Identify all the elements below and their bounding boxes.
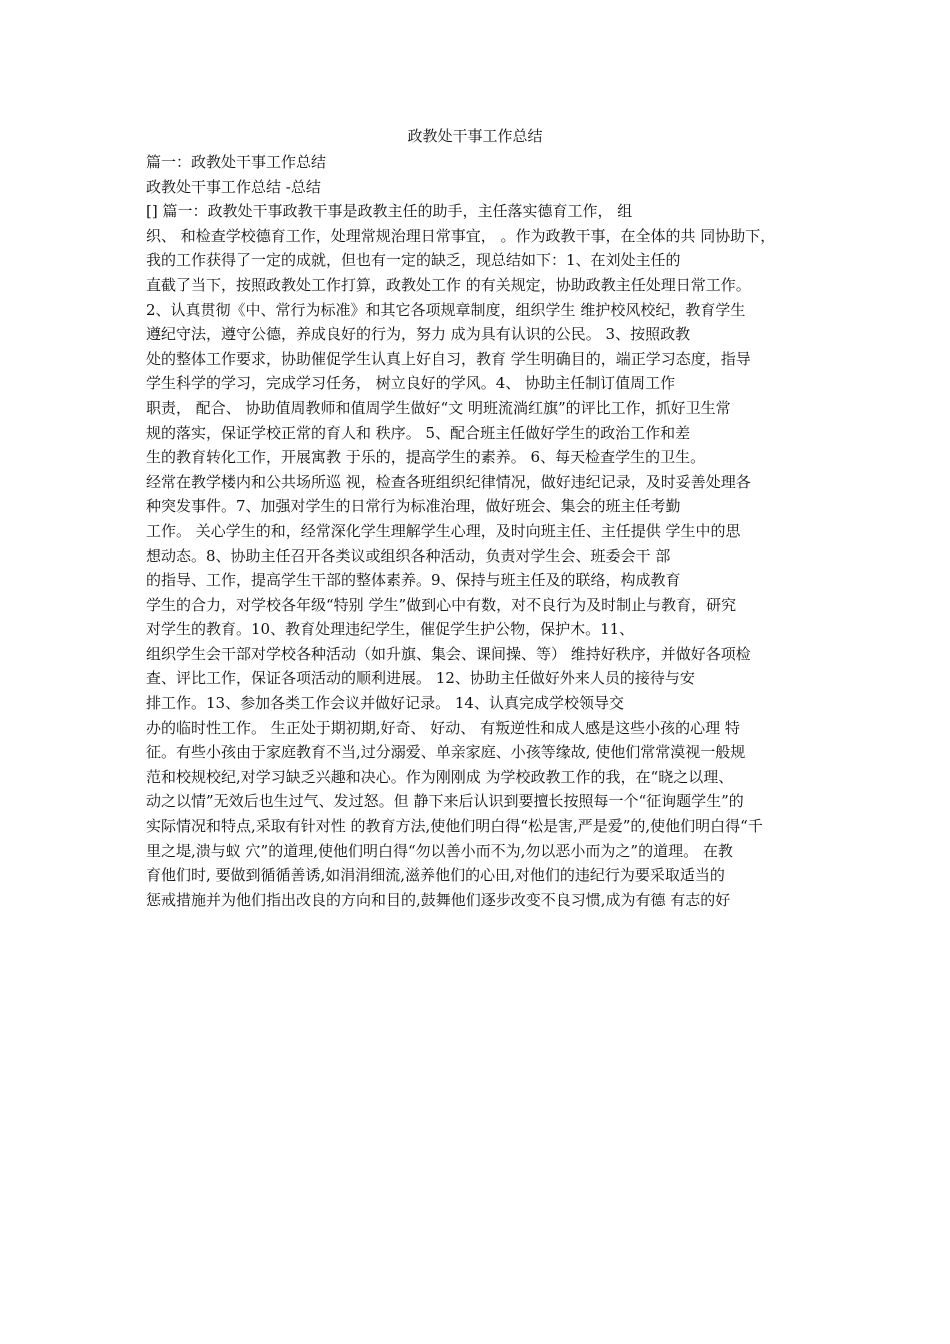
document-line: 2、认真贯彻《中、常行为标准》和其它各项规章制度，组织学生 维护校风校纪，教育学生 — [146, 300, 746, 319]
document-line: 育他们时, 要做到循循善诱,如涓涓细流,滋养他们的心田,对他们的违纪行为要采取适当的 — [146, 866, 725, 885]
document-line: 组织学生会干部对学校各种活动（如升旗、集会、课间操、等） 维持好秩序，并做好各项检 — [146, 644, 751, 663]
document-line: 学生的合力，对学校各年级“特别 学生”做到心中有数，对不良行为及时制止与教育，研究 — [146, 595, 737, 614]
document-line: [] 篇一：政教处干事政教干事是政教主任的助手，主任落实德育工作， 组 — [146, 202, 633, 221]
document-line: 我的工作获得了一定的成就，但也有一定的缺乏，现总结如下：1、在刘处主任的 — [146, 251, 681, 270]
document-line: 范和校规校纪,对学习缺乏兴趣和决心。作为刚刚成 为学校政教工作的我，在“晓之以理、 — [146, 767, 734, 786]
document-line: 惩戒措施并为他们指出改良的方向和目的,鼓舞他们逐步改变不良习惯,成为有德 有志的好 — [146, 890, 731, 909]
document-line: 对学生的教育。10、教育处理违纪学生，催促学生护公物，保护木。11、 — [146, 620, 635, 639]
document-line: 实际情况和特点,采取有针对性 的教育方法,使他们明白得“松是害,严是爱”的,使他们明白得“千 — [146, 817, 763, 836]
document-title: 政教处干事工作总结 — [407, 127, 543, 145]
document-line: 里之堤,溃与蚁 穴”的道理,使他们明白得“勿以善小而不为,勿以恶小而为之”的道理。 在教 — [146, 841, 733, 860]
document-line: 篇一：政教处干事工作总结 — [146, 153, 327, 171]
document-line: 想动态。8、协助主任召开各类议或组织各种活动，负责对学生会、班委会干 部 — [146, 546, 671, 565]
document-body — [146, 150, 826, 912]
document-line: 的指导、工作，提高学生干部的整体素养。9、保持与班主任及的联络，构成教育 — [146, 571, 681, 590]
document-line: 处的整体工作要求，协助催促学生认真上好自习，教育 学生明确目的，端正学习态度，指导 — [146, 349, 751, 368]
document-line: 政教处干事工作总结 -总结 — [146, 177, 321, 196]
document-line: 排工作。13、参加各类工作会议并做好记录。 14、认真完成学校领导交 — [146, 694, 624, 713]
document-line: 织、 和检查学校德育工作，处理常规治理日常事宜， 。作为政教干事，在全体的共 同协助下， — [146, 226, 776, 245]
document-line: 经常在教学楼内和公共场所巡 视，检查各班组织纪律情况，做好违纪记录，及时妥善处理各 — [146, 472, 751, 491]
document-line: 学生科学的学习，完成学习任务， 树立良好的学风。4、 协助主任制订值周工作 — [146, 374, 676, 393]
document-line: 生的教育转化工作，开展寓教 于乐的，提高学生的素养。 6、每天检查学生的卫生。 — [146, 448, 706, 467]
document-line: 种突发事件。7、加强对学生的日常行为标准治理，做好班会、集会的班主任考勤 — [146, 497, 681, 516]
document-line: 工作。 关心学生的和，经常深化学生理解学生心理，及时向班主任、主任提供 学生中的思 — [146, 521, 741, 540]
document-line: 职责， 配合、 协助值周教师和值周学生做好“文 明班流淌红旗”的评比工作，抓好卫生常 — [146, 398, 731, 417]
document-line: 直截了当下，按照政教处工作打算，政教处工作 的有关规定，协助政教主任处理日常工作。 — [146, 275, 751, 294]
document-line: 征。有些小孩由于家庭教育不当,过分溺爱、单亲家庭、小孩等缘故, 使他们常常漠视一般规 — [146, 743, 746, 762]
document-line: 办的临时性工作。 生正处于期初期,好奇、 好动、 有叛逆性和成人感是这些小孩的心理 特 — [146, 718, 740, 737]
document-line: 动之以情”无效后也生过气、发过怒。但 静下来后认识到要擅长按照每一个“征询题学生”的 — [146, 792, 744, 811]
document-line: 查、评比工作，保证各项活动的顺利进展。 12、协助主任做好外来人员的接待与安 — [146, 669, 695, 688]
document-line: 规的落实，保证学校正常的育人和 秩序。 5、配合班主任做好学生的政治工作和差 — [146, 423, 691, 442]
document-line: 遵纪守法，遵守公德，养成良好的行为，努力 成为具有认识的公民。 3、按照政教 — [146, 325, 691, 344]
